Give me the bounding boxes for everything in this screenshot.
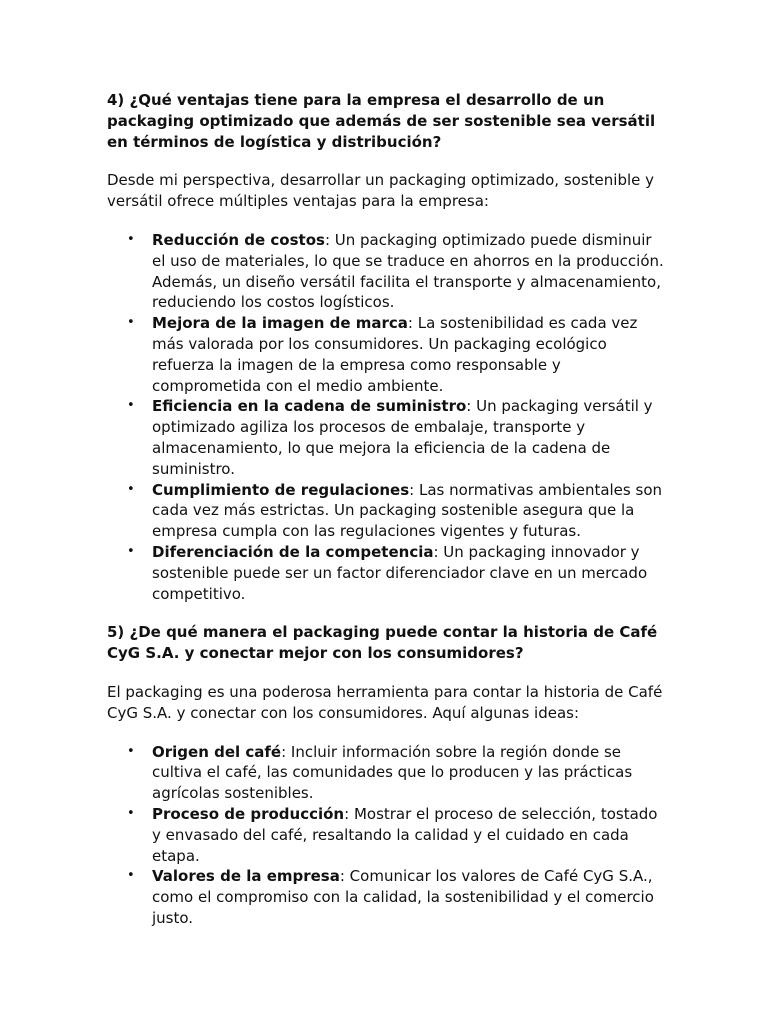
list-item-title: Eficiencia en la cadena de suministro <box>152 397 467 416</box>
list-item-title: Diferenciación de la competencia <box>152 542 434 561</box>
list-item-text: : La sostenibilidad es cada vez más valorada por los consumidores. Un packaging ecológico refuerza la imagen de la empresa como responsable y comprometida con el medio ambiente. <box>152 314 638 395</box>
list-item-title: Reducción de costos <box>152 230 325 249</box>
list-item-text: : Incluir información sobre la región donde se cultiva el café, las comunidades que lo producen y las prácticas agrícolas sostenibles. <box>152 742 633 803</box>
list-item <box>107 313 667 396</box>
question-5-heading: 5) ¿De qué manera el packaging puede contar la historia de Café CyG S.A. y conectar mejor con los consumidores? <box>107 623 658 663</box>
bullet-icon: • <box>127 398 135 414</box>
list-item-text: : Mostrar el proceso de selección, tostado y envasado del café, resaltando la calidad y el cuidado en cada etapa. <box>152 804 658 865</box>
question-4-heading: 4) ¿Qué ventajas tiene para la empresa el desarrollo de un packaging optimizado que además de ser sostenible sea versátil en términos de logística y distribución? <box>107 91 656 151</box>
bullet-icon: • <box>127 543 135 559</box>
bullet-icon: • <box>127 231 135 247</box>
question-4-intro: Desde mi perspectiva, desarrollar un packaging optimizado, sostenible y versátil ofrece múltiples ventajas para la empresa: <box>107 171 655 211</box>
bullet-icon: • <box>127 868 135 884</box>
bullet-icon: • <box>127 315 135 331</box>
list-item-text: : Un packaging innovador y sostenible puede ser un factor diferenciador clave en un mercado competitivo. <box>152 542 648 603</box>
list-item-title: Valores de la empresa <box>152 867 340 886</box>
bullet-icon: • <box>127 743 135 759</box>
list-item <box>107 230 667 313</box>
question-5-intro: El packaging es una poderosa herramienta para contar la historia de Café CyG S.A. y conectar con los consumidores. Aquí algunas ideas: <box>107 682 663 722</box>
list-item <box>107 480 667 542</box>
list-item-text: : Las normativas ambientales son cada vez más estrictas. Un packaging sostenible asegura que la empresa cumpla con las regulaciones vigentes y futuras. <box>152 480 662 541</box>
bullet-icon: • <box>127 805 135 821</box>
list-item <box>107 542 667 604</box>
list-item <box>107 804 667 866</box>
list-item-text: : Comunicar los valores de Café CyG S.A., como el compromiso con la calidad, la sostenibilidad y el comercio justo. <box>152 867 654 927</box>
list-item <box>107 396 667 479</box>
list-item-title: Proceso de producción <box>152 804 345 823</box>
list-item <box>107 866 667 928</box>
list-item-text: : Un packaging optimizado puede disminuir el uso de materiales, lo que se traduce en ahorros en la producción. Además, un diseño versátil facilita el transporte y almacenamiento, reduciendo los costos logísticos. <box>152 230 664 312</box>
list-item-title: Cumplimiento de regulaciones <box>152 480 410 499</box>
list-item-title: Origen del café <box>152 742 282 761</box>
list-item-text: : Un packaging versátil y optimizado agiliza los procesos de embalaje, transporte y almacenamiento, lo que mejora la eficiencia de la cadena de suministro. <box>152 397 653 478</box>
list-item <box>107 742 667 804</box>
document-page <box>107 90 667 929</box>
bullet-icon: • <box>127 481 135 497</box>
question-5-list <box>107 742 667 929</box>
list-item-title: Mejora de la imagen de marca <box>152 314 408 333</box>
question-4-list <box>107 230 667 604</box>
